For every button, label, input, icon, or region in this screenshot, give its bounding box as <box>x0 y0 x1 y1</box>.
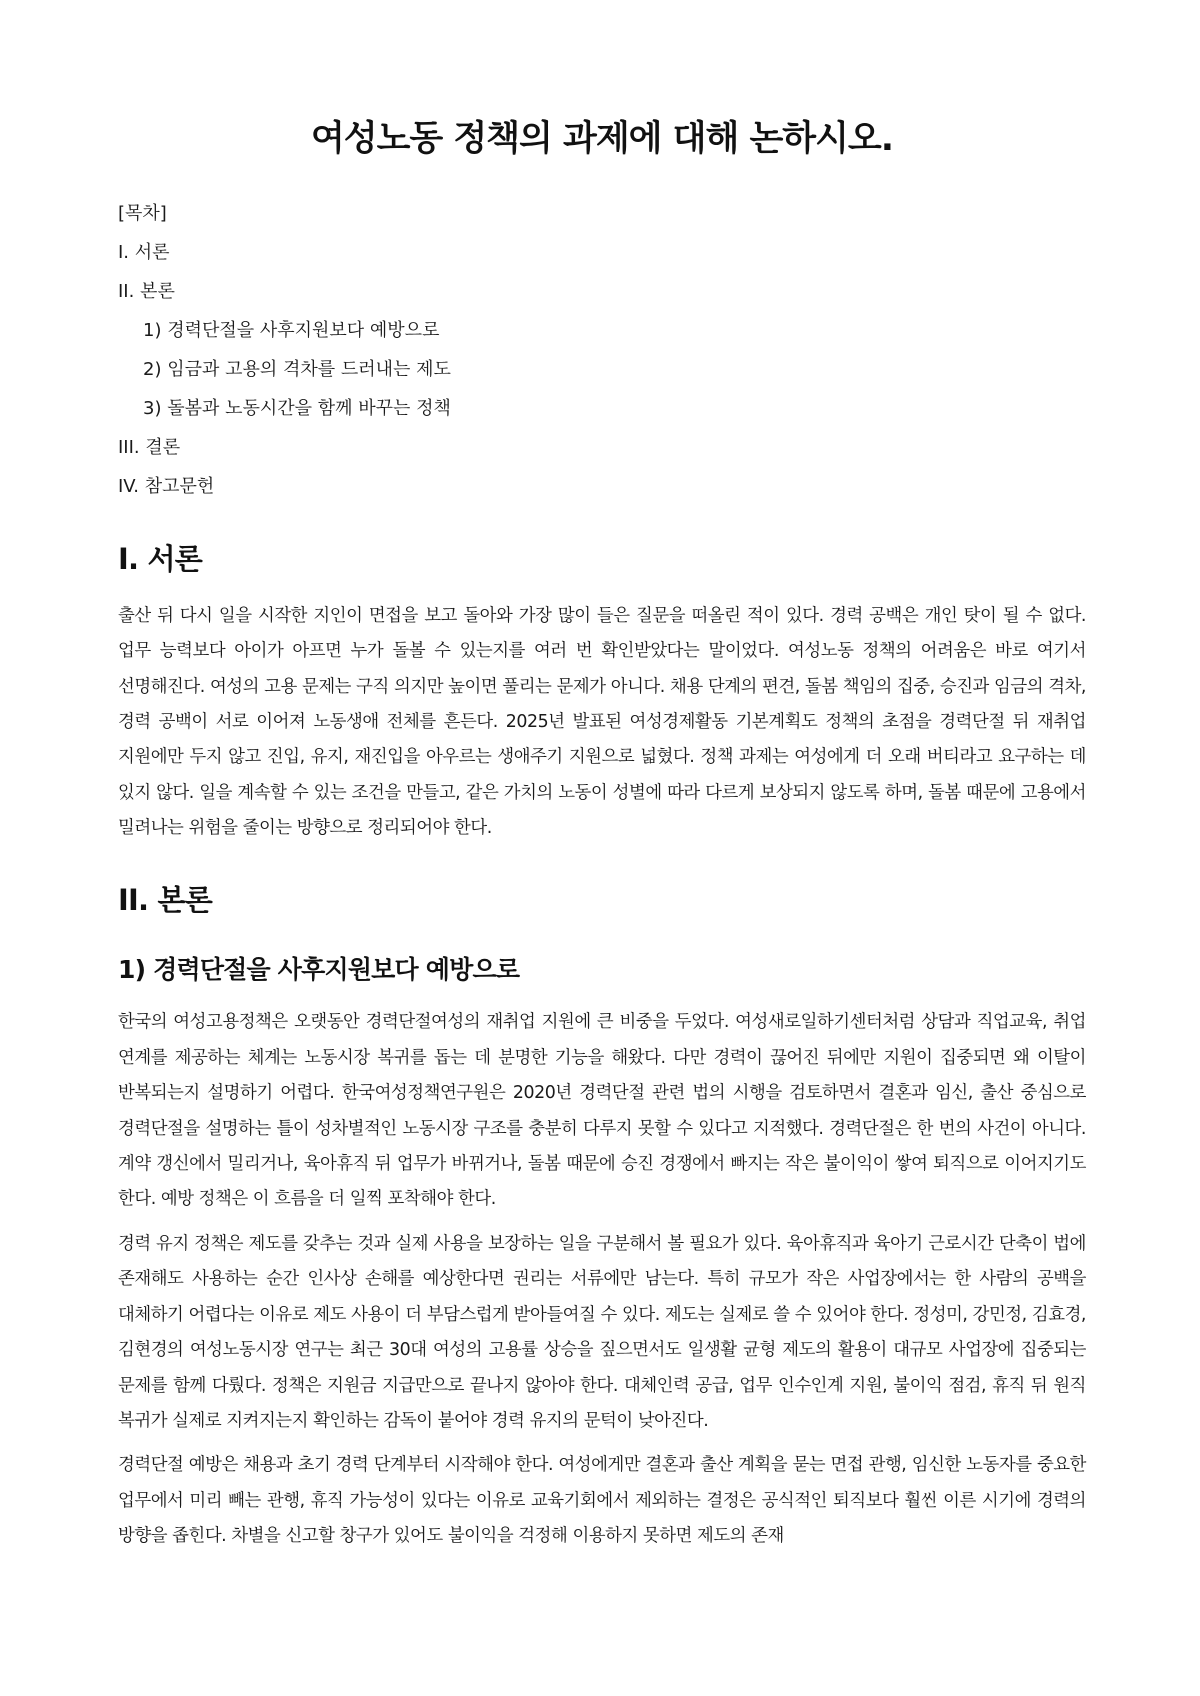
body-paragraph-3: 경력단절 예방은 채용과 초기 경력 단계부터 시작해야 한다. 여성에게만 결혼과 출산 계획을 묻는 면접 관행, 임신한 노동자를 중요한 업무에서 미리 빼는 관행, 휴직 가능성이 있다는 이유로 교육기회에서 제외하는 결정은 공식적인 퇴직보다 훨씬 이른 시기에 경력의 방향을 좁힌다. 차별을 신고할 창구가 있어도 불이익을 걱정해 이용하지 못하면 제도의 존재 <box>118 1455 1086 1547</box>
toc-item-body-3: 3) 돌봄과 노동시간을 함께 바꾸는 정책 <box>143 398 451 419</box>
section-heading-intro: I. 서론 <box>118 542 202 576</box>
toc-heading: [목차] <box>118 203 167 224</box>
section-heading-body: II. 본론 <box>118 882 212 917</box>
toc-item-conclusion: III. 결론 <box>118 437 181 458</box>
toc-item-body-2: 2) 임금과 고용의 격차를 드러내는 제도 <box>143 359 451 380</box>
table-of-contents <box>118 194 1086 506</box>
toc-item-references: IV. 참고문헌 <box>118 476 215 497</box>
toc-item-intro: I. 서론 <box>118 242 170 263</box>
intro-paragraph: 출산 뒤 다시 일을 시작한 지인이 면접을 보고 돌아와 가장 많이 들은 질문을 떠올린 적이 있다. 경력 공백은 개인 탓이 될 수 없다. 업무 능력보다 아이가 아프면 누가 돌볼 수 있는지를 여러 번 확인받았다는 말이었다. 여성노동 정책의 어려움은 바로 여기서 선명해진다. 여성의 고용 문제는 구직 의지만 높이면 풀리는 문제가 아니다. 채용 단계의 편견, 돌봄 책임의 집중, 승진과 임금의 격차, 경력 공백이 서로 이어져 노동생애 전체를 흔든다. 2025년 발표된 여성경제활동 기본계획도 정책의 초점을 경력단절 뒤 재취업 지원에만 두지 않고 진입, 유지, 재진입을 아우르는 생애주기 지원으로 넓혔다. 정책 과제는 여성에게 더 오래 버티라고 요구하는 데 있지 않다. 일을 계속할 수 있는 조건을 만들고, 같은 가치의 노동이 성별에 따라 다르게 보상되지 않도록 하며, 돌봄 때문에 고용에서 밀려나는 위험을 줄이는 방향으로 정리되어야 한다. <box>118 605 1087 839</box>
body-paragraph-2: 경력 유지 정책은 제도를 갖추는 것과 실제 사용을 보장하는 일을 구분해서 볼 필요가 있다. 육아휴직과 육아기 근로시간 단축이 법에 존재해도 사용하는 순간 인사상 손해를 예상한다면 권리는 서류에만 남는다. 특히 규모가 작은 사업장에서는 한 사람의 공백을 대체하기 어렵다는 이유로 제도 사용이 더 부담스럽게 받아들여질 수 있다. 제도는 실제로 쓸 수 있어야 한다. 정성미, 강민정, 김효경, 김현경의 여성노동시장 연구는 최근 30대 여성의 고용률 상승을 짚으면서도 일생활 균형 제도의 활용이 대규모 사업장에 집중되는 문제를 함께 다뤘다. 정책은 지원금 지급만으로 끝나지 않아야 한다. 대체인력 공급, 업무 인수인계 지원, 불이익 점검, 휴직 뒤 원직 복귀가 실제로 지켜지는지 확인하는 감독이 붙어야 경력 유지의 문턱이 낮아진다. <box>118 1233 1086 1431</box>
toc-item-body: II. 본론 <box>118 281 175 302</box>
toc-item-body-1: 1) 경력단절을 사후지원보다 예방으로 <box>143 320 440 341</box>
subsection-heading-1: 1) 경력단절을 사후지원보다 예방으로 <box>118 955 520 985</box>
document-title: 여성노동 정책의 과제에 대해 논하시오. <box>311 119 893 159</box>
body-paragraph-1: 한국의 여성고용정책은 오랫동안 경력단절여성의 재취업 지원에 큰 비중을 두었다. 여성새로일하기센터처럼 상담과 직업교육, 취업 연계를 제공하는 체계는 노동시장 복귀를 돕는 데 분명한 기능을 해왔다. 다만 경력이 끊어진 뒤에만 지원이 집중되면 왜 이탈이 반복되는지 설명하기 어렵다. 한국여성정책연구원은 2020년 경력단절 관련 법의 시행을 검토하면서 결혼과 임신, 출산 중심으로 경력단절을 설명하는 틀이 성차별적인 노동시장 구조를 충분히 다루지 못할 수 있다고 지적했다. 경력단절은 한 번의 사건이 아니다. 계약 갱신에서 밀리거나, 육아휴직 뒤 업무가 바뀌거나, 돌봄 때문에 승진 경쟁에서 빠지는 작은 불이익이 쌓여 퇴직으로 이어지기도 한다. 예방 정책은 이 흐름을 더 일찍 포착해야 한다. <box>118 1012 1086 1210</box>
